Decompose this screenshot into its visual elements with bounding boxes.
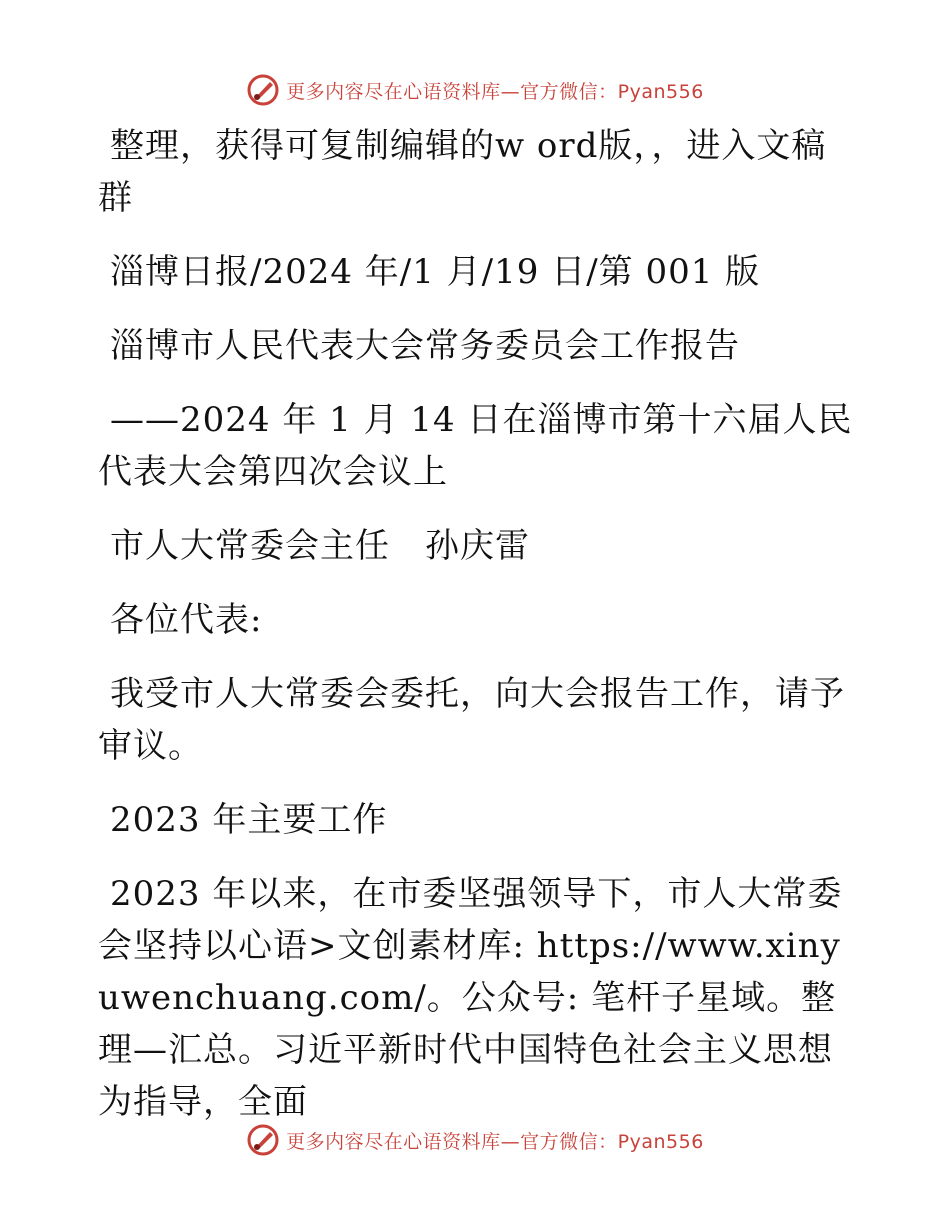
watermark-footer	[0, 1120, 950, 1160]
paragraph-report-title: 淄博市人民代表大会常务委员会工作报告	[110, 326, 740, 366]
paragraph-author: 市人大常委会主任 孙庆雷	[110, 526, 530, 566]
brush-seal-icon	[246, 73, 280, 107]
paragraph-opening: 我受市人大常委会委托，向大会报告工作，请予审议。	[98, 674, 845, 766]
document-body	[98, 120, 858, 1128]
watermark-text: 更多内容尽在心语资料库—官方微信：Pyan556	[286, 80, 704, 103]
brush-seal-icon	[246, 1123, 280, 1157]
paragraph-body: 2023 年以来，在市委坚强领导下，市人大常委会坚持以心语>文创素材库: https://www.xinyuwenchuang.com/。公众号: 笔杆子星域。整理—汇总。习近平新时代中国特色社会主义思想为指导，全面	[98, 874, 843, 1122]
paragraph-salutation: 各位代表:	[110, 600, 263, 640]
watermark-header	[0, 70, 950, 110]
watermark-text: 更多内容尽在心语资料库—官方微信：Pyan556	[286, 1130, 704, 1153]
paragraph-source-line: 淄博日报/2024 年/1 月/19 日/第 001 版	[110, 252, 761, 292]
paragraph-subtitle-date: ——2024 年 1 月 14 日在淄博市第十六届人民代表大会第四次会议上	[98, 400, 853, 492]
paragraph-section-heading: 2023 年主要工作	[110, 800, 388, 840]
paragraph-intro-note: 整理，获得可复制编辑的w ord版，，进入文稿群	[98, 126, 827, 218]
